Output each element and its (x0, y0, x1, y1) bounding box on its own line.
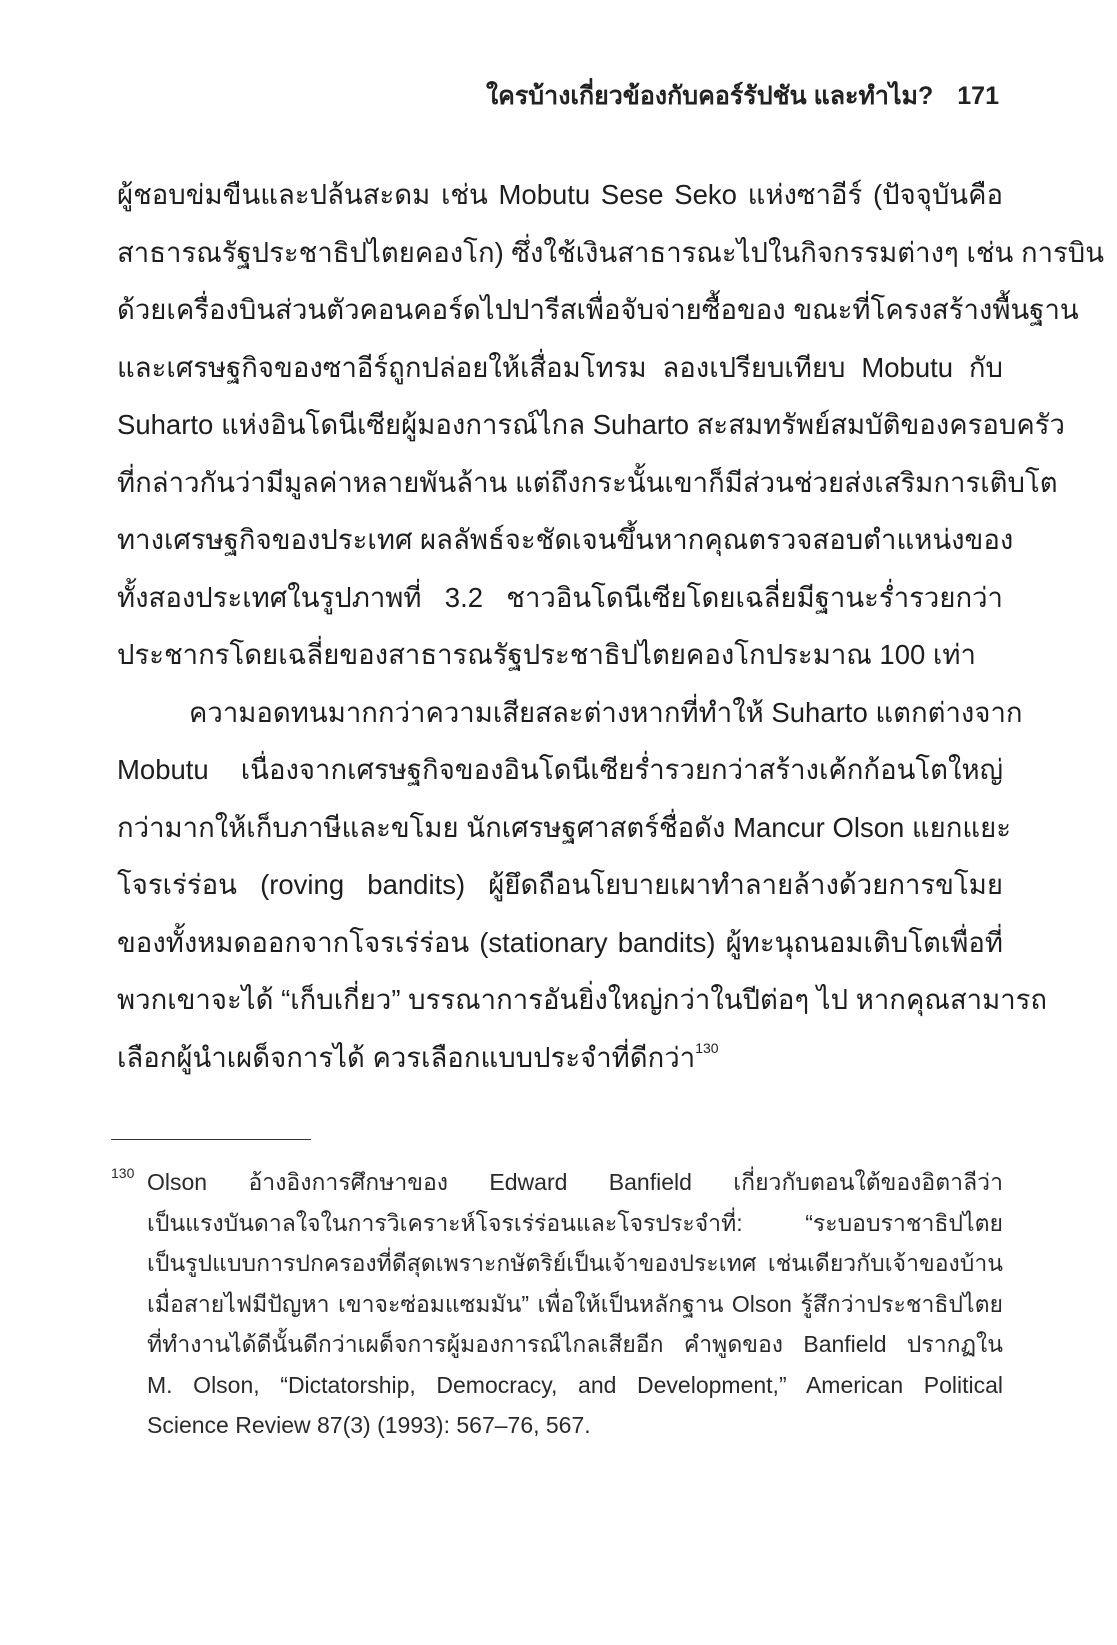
footnote-line: เป็นรูปแบบการปกครองที่ดีสุดเพราะกษัตริย์เป็นเจ้าของประเทศ เช่นเดียวกับเจ้าของบ้าน (147, 1250, 1003, 1276)
footnote-reference[interactable]: 130 (695, 1039, 719, 1056)
text-line-with-footnote-ref (117, 1029, 1003, 1087)
text-line: กว่ามากให้เก็บภาษีและขโมย นักเศรษฐศาสตร์ชื่อดัง Mancur Olson แยกแยะ (117, 811, 1012, 843)
text-line: ผู้ชอบข่มขืนและปล้นสะดม เช่น Mobutu Sese Seko แห่งซาอีร์ (ปัจจุบันคือ (117, 179, 1003, 210)
footnote-body (147, 1162, 1003, 1446)
text-line: ทางเศรษฐกิจของประเทศ ผลลัพธ์จะชัดเจนขึ้นหากคุณตรวจสอบตำแหน่งของ (117, 524, 1014, 555)
paragraph-2 (117, 684, 1048, 1087)
running-title: ใครบ้างเกี่ยวข้องกับคอร์รัปชัน และทำไม? (485, 82, 934, 110)
page-number: 171 (957, 82, 999, 110)
footnote (111, 1162, 1003, 1446)
text-line: สาธารณรัฐประชาธิปไตยคองโก) ซึ่งใช้เงินสาธารณะไปในกิจกรรมต่างๆ เช่น การบิน (117, 236, 1105, 268)
text-line: ทั้งสองประเทศในรูปภาพที่ 3.2 ชาวอินโดนีเซียโดยเฉลี่ยมีฐานะร่ำรวยกว่า (117, 581, 1003, 613)
text-line: ด้วยเครื่องบินส่วนตัวคอนคอร์ดไปปารีสเพื่อจับจ่ายซื้อของ ขณะที่โครงสร้างพื้นฐาน (117, 294, 1079, 325)
text-line: โจรเร่ร่อน (roving bandits) ผู้ยึดถือนโยบายเผาทำลายล้างด้วยการขโมย (117, 869, 1003, 900)
text-line: ของทั้งหมดออกจากโจรเร่ร่อน (stationary bandits) ผู้ทะนุถนอมเติบโตเพื่อที่ (117, 926, 1003, 958)
footnote-number: 130 (111, 1165, 135, 1181)
footnote-line: Olson อ้างอิงการศึกษาของ Edward Banfield เกี่ยวกับตอนใต้ของอิตาลีว่า (147, 1169, 1003, 1195)
text-line: ประชากรโดยเฉลี่ยของสาธารณรัฐประชาธิปไตยคองโกประมาณ 100 เท่า (117, 639, 976, 670)
text-line: Mobutu เนื่องจากเศรษฐกิจของอินโดนีเซียร่ำรวยกว่าสร้างเค้กก้อนโตใหญ่ (117, 754, 1003, 785)
footnote-line: เป็นแรงบันดาลใจในการวิเคราะห์โจรเร่ร่อนและโจรประจำที่: “ระบอบราชาธิปไตย (147, 1209, 1003, 1236)
text-line: พวกเขาจะได้ “เก็บเกี่ยว” บรรณาการอันยิ่งใหญ่กว่าในปีต่อๆ ไป หากคุณสามารถ (117, 984, 1048, 1015)
footnote-line: เมื่อสายไฟมีปัญหา เขาจะซ่อมแซมมัน” เพื่อให้เป็นหลักฐาน Olson รู้สึกว่าประชาธิปไตย (147, 1290, 1003, 1317)
text-line: และเศรษฐกิจของซาอีร์ถูกปล่อยให้เสื่อมโทรม ลองเปรียบเทียบ Mobutu กับ (117, 351, 1003, 383)
footnote-line: M. Olson, “Dictatorship, Democracy, and Development,” American Political (147, 1371, 1003, 1398)
footnote-line: Science Review 87(3) (1993): 567–76, 567. (147, 1412, 591, 1438)
footnote-line: ที่ทำงานได้ดีนั้นดีกว่าเผด็จการผู้มองการณ์ไกลเสียอีก คำพูดของ Banfield ปรากฏใน (147, 1331, 1003, 1357)
body-text (117, 166, 1105, 1086)
footnote-divider (111, 1139, 311, 1140)
text-line: ความอดทนมากกว่าความเสียสละต่างหากที่ทำให้ Suharto แตกต่างจาก (189, 696, 1023, 728)
running-header (486, 78, 999, 114)
text-line: ที่กล่าวกันว่ามีมูลค่าหลายพันล้าน แต่ถึงกระนั้นเขาก็มีส่วนช่วยส่งเสริมการเติบโต (117, 466, 1058, 498)
text-line: Suharto แห่งอินโดนีเซียผู้มองการณ์ไกล Suharto สะสมทรัพย์สมบัติของครอบครัว (117, 409, 1065, 440)
text-line: เลือกผู้นำเผด็จการได้ ควรเลือกแบบประจำที่ดีกว่า (117, 1041, 696, 1073)
paragraph-1 (117, 166, 1105, 684)
